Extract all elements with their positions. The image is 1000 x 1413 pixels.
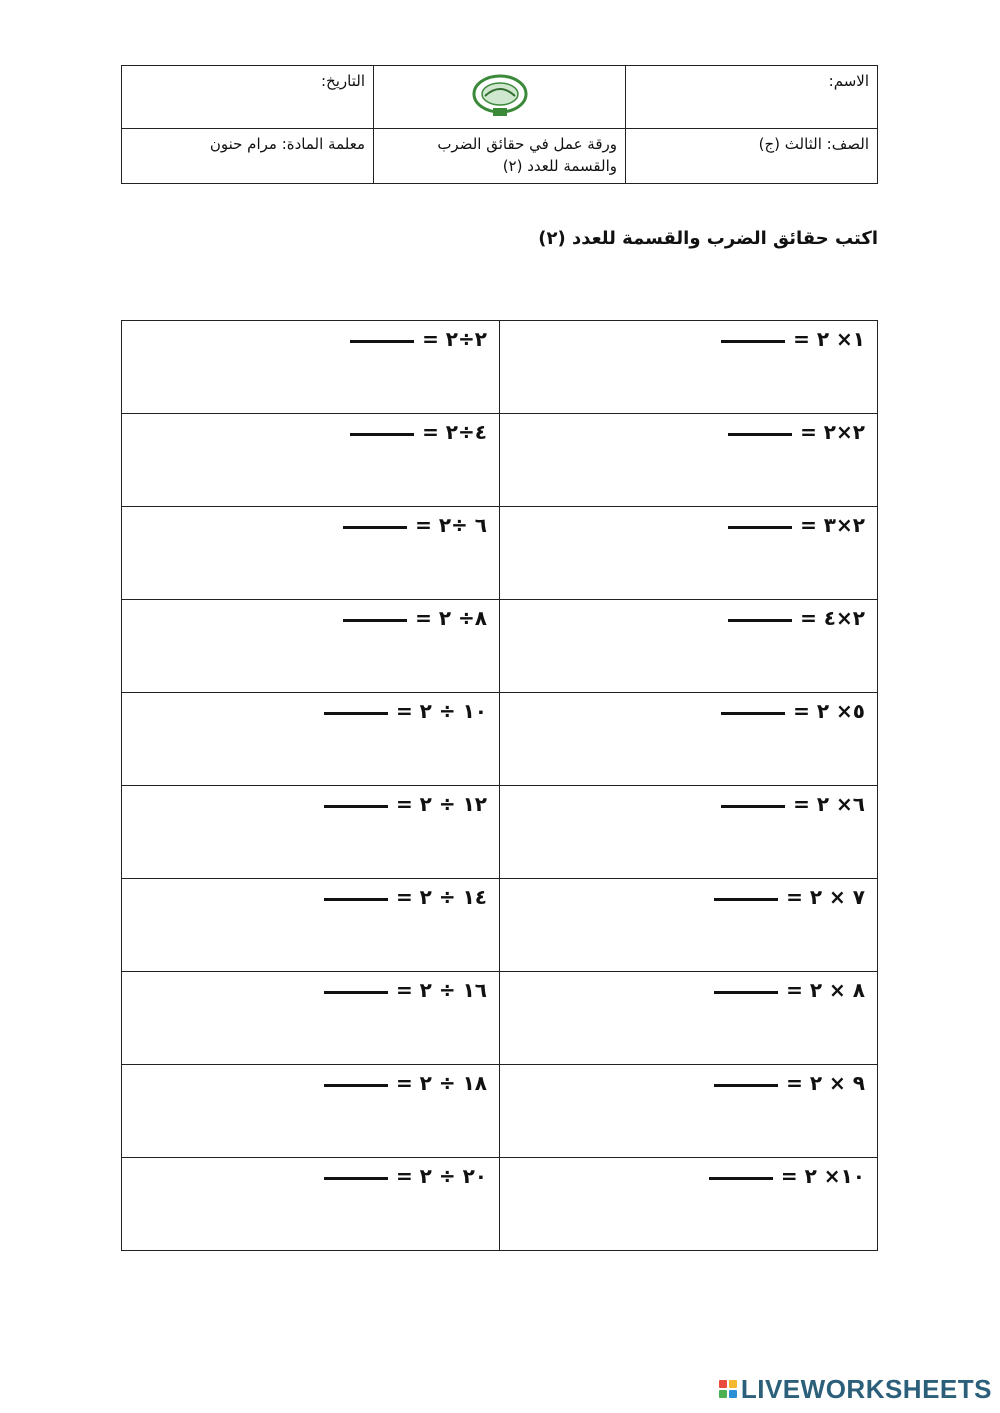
fact-row [122,786,878,879]
answer-blank[interactable] [721,710,785,715]
multiplication-expression: ٢×٢ = [800,420,865,444]
division-equation [134,420,487,444]
header-table [121,65,878,184]
fact-row [122,507,878,600]
division-equation [134,606,487,630]
multiplication-equation [512,513,865,537]
multiplication-expression: ١٠× ٢ = [780,1164,865,1188]
fact-row [122,600,878,693]
division-expression: ٨÷ ٢ = [415,606,487,630]
answer-blank[interactable] [709,1175,773,1180]
fact-row [122,414,878,507]
fact-row [122,972,878,1065]
fact-row [122,321,878,414]
multiplication-cell [500,879,878,972]
multiplication-cell [500,414,878,507]
answer-blank[interactable] [324,1175,388,1180]
answer-blank[interactable] [728,524,792,529]
class-cell [626,129,878,184]
division-equation [134,699,487,723]
multiplication-cell [500,507,878,600]
facts-grid [121,320,878,1251]
division-equation [134,1071,487,1095]
multiplication-equation [512,978,865,1002]
division-expression: ١٤ ÷ ٢ = [395,885,487,909]
multiplication-equation [512,1164,865,1188]
multiplication-expression: ٨ × ٢ = [786,978,865,1002]
division-expression: ٢÷٢ = [422,327,487,351]
worksheet-title-line2: والقسمة للعدد (٢) [502,157,617,175]
division-equation [134,792,487,816]
worksheet-title-line1: ورقة عمل في حقائق الضرب [437,135,617,153]
teacher-label: معلمة المادة: مرام حنون [209,135,365,153]
division-cell [122,879,500,972]
division-equation [134,885,487,909]
answer-blank[interactable] [350,338,414,343]
multiplication-equation [512,1071,865,1095]
multiplication-equation [512,327,865,351]
multiplication-expression: ٢×٣ = [800,513,865,537]
name-label: الاسم: [828,72,869,90]
answer-blank[interactable] [343,524,407,529]
answer-blank[interactable] [324,896,388,901]
division-equation [134,1164,487,1188]
multiplication-cell [500,1065,878,1158]
instruction-heading: اكتب حقائق الضرب والقسمة للعدد (٢) [538,228,878,249]
division-cell [122,600,500,693]
answer-blank[interactable] [324,710,388,715]
multiplication-expression: ٥× ٢ = [793,699,865,723]
division-cell [122,1158,500,1251]
liveworksheets-logo-icon [719,1380,737,1398]
footer-brand [719,1373,992,1405]
fact-row [122,879,878,972]
multiplication-equation [512,885,865,909]
division-cell [122,321,500,414]
date-label: التاريخ: [321,72,365,90]
name-cell [626,66,878,129]
division-expression: ١٨ ÷ ٢ = [395,1071,487,1095]
answer-blank[interactable] [343,617,407,622]
answer-blank[interactable] [714,1082,778,1087]
multiplication-equation [512,699,865,723]
fact-row [122,1065,878,1158]
answer-blank[interactable] [350,431,414,436]
multiplication-cell [500,1158,878,1251]
division-expression: ٢٠ ÷ ٢ = [395,1164,487,1188]
answer-blank[interactable] [728,431,792,436]
multiplication-cell [500,600,878,693]
multiplication-expression: ١× ٢ = [793,327,865,351]
division-cell [122,507,500,600]
brand-name: LIVEWORKSHEETS [740,1373,992,1404]
multiplication-cell [500,972,878,1065]
answer-blank[interactable] [721,338,785,343]
multiplication-equation [512,420,865,444]
division-cell [122,693,500,786]
title-cell [374,129,626,184]
answer-blank[interactable] [714,989,778,994]
multiplication-cell [500,786,878,879]
division-equation [134,978,487,1002]
teacher-cell [122,129,374,184]
division-expression: ١٦ ÷ ٢ = [395,978,487,1002]
multiplication-expression: ٧ × ٢ = [786,885,865,909]
fact-row [122,1158,878,1251]
division-cell [122,1065,500,1158]
division-expression: ٤÷٢ = [422,420,487,444]
division-cell [122,414,500,507]
date-cell [122,66,374,129]
answer-blank[interactable] [728,617,792,622]
division-equation [134,327,487,351]
division-expression: ١٢ ÷ ٢ = [395,792,487,816]
school-logo [471,72,529,124]
multiplication-equation [512,792,865,816]
multiplication-expression: ٦× ٢ = [793,792,865,816]
multiplication-equation [512,606,865,630]
answer-blank[interactable] [324,803,388,808]
answer-blank[interactable] [324,989,388,994]
multiplication-cell [500,693,878,786]
multiplication-cell [500,321,878,414]
class-label: الصف: الثالث (ج) [758,135,869,153]
multiplication-expression: ٢×٤ = [800,606,865,630]
fact-row [122,693,878,786]
logo-cell [374,66,626,129]
division-expression: ١٠ ÷ ٢ = [395,699,487,723]
answer-blank[interactable] [721,803,785,808]
division-cell [122,786,500,879]
answer-blank[interactable] [324,1082,388,1087]
division-expression: ٦ ÷٢ = [415,513,487,537]
division-equation [134,513,487,537]
answer-blank[interactable] [714,896,778,901]
multiplication-expression: ٩ × ٢ = [786,1071,865,1095]
division-cell [122,972,500,1065]
